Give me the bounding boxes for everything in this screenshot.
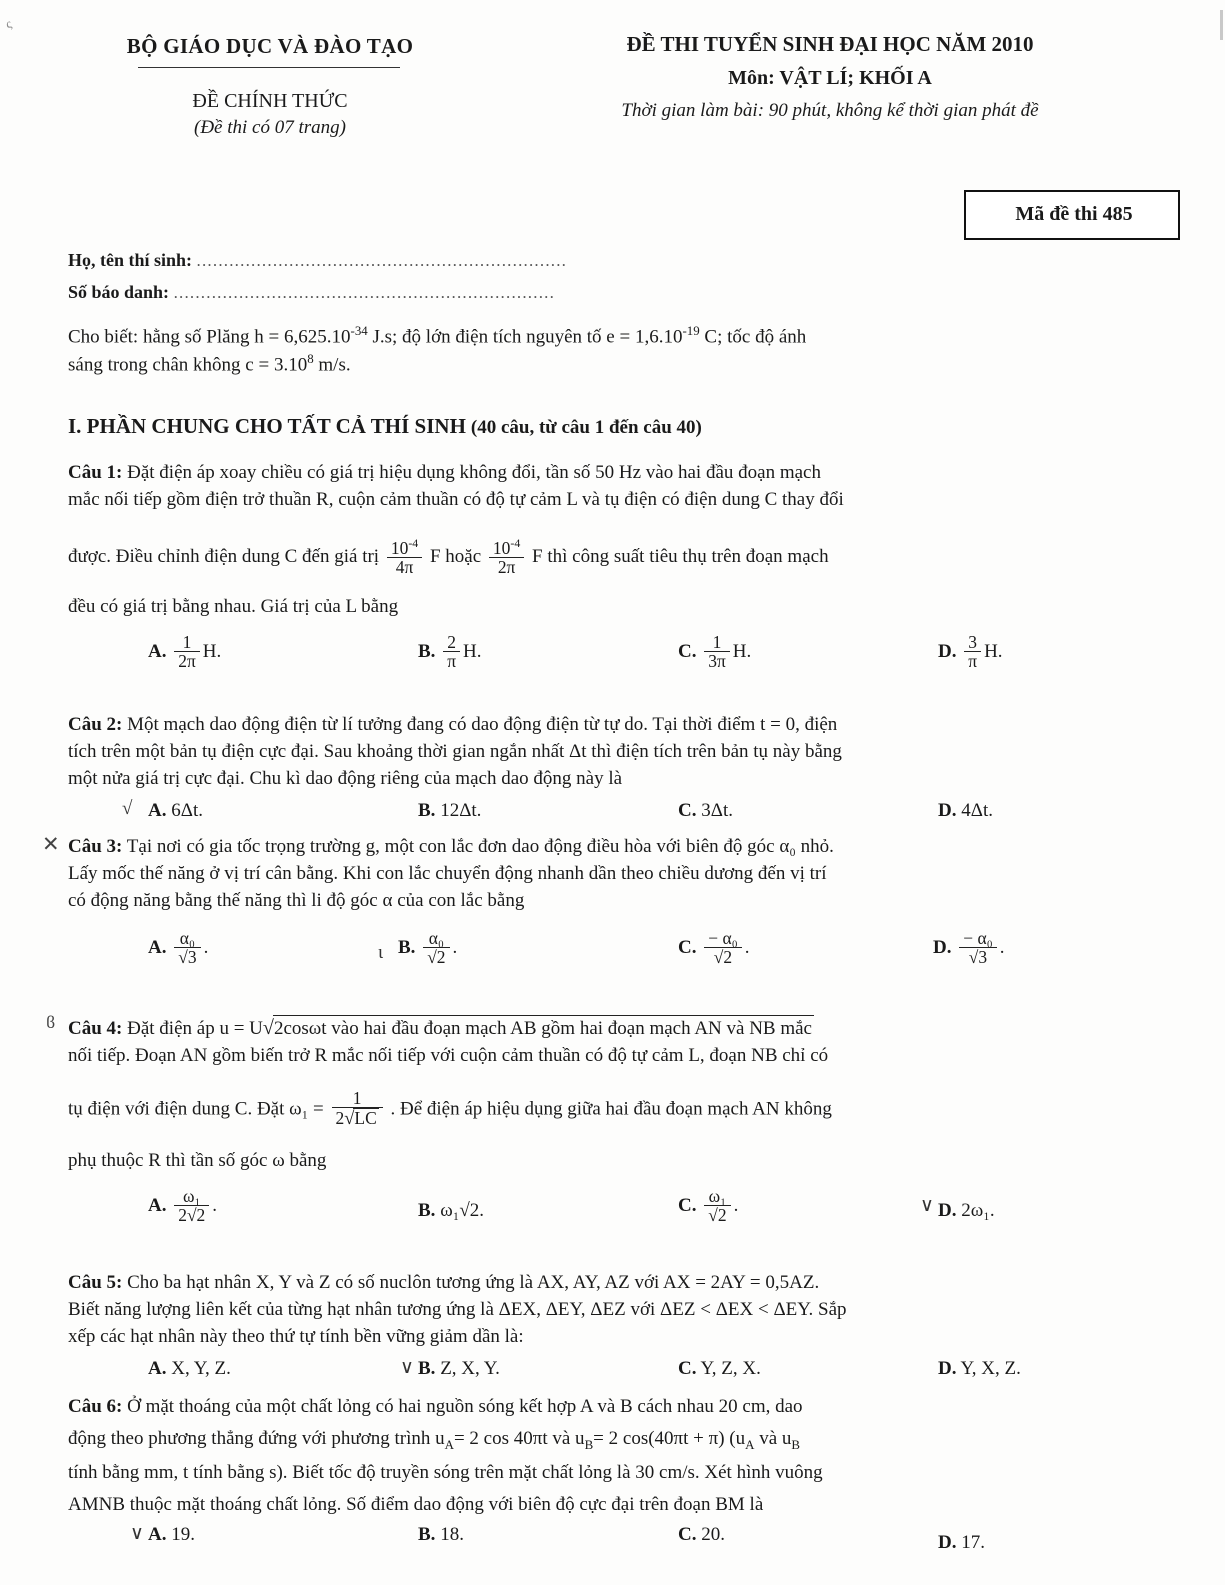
question-4-line3b: . Để điện áp hiệu dụng giữa hai đầu đoạn mạch AN không <box>390 1098 832 1120</box>
q3-opt-c-den: √2 <box>704 947 741 966</box>
q4-option-d-label: D. <box>938 1200 957 1221</box>
question-6 <box>68 1394 1176 1421</box>
q3-opt-d-num: − α₀ <box>963 928 993 948</box>
question-1-line3b: F hoặc <box>429 546 482 568</box>
q4-option-c-label: C. <box>678 1195 697 1217</box>
q2-option-d[interactable] <box>938 800 993 822</box>
q3-opt-a-num: α₀ <box>179 928 196 948</box>
q1-opt-b-num: 2 <box>447 632 456 652</box>
candidate-name-field[interactable] <box>68 250 567 271</box>
q5-option-b-text: Z, X, Y. <box>440 1358 500 1379</box>
q1-option-b-label: B. <box>418 641 436 663</box>
q3-option-c-frac <box>704 929 741 967</box>
q3-option-b-label: B. <box>398 937 416 959</box>
exam-subject: Môn: VẬT LÍ; KHỐI A <box>728 67 932 89</box>
notice-line1-b: J.s; độ lớn điện tích nguyên tố e = 1,6.10 <box>367 326 683 348</box>
handwritten-mark-q4: ϐ <box>46 1012 56 1032</box>
q1-opt-a-unit: H. <box>202 641 222 663</box>
q4-option-c[interactable] <box>678 1188 738 1226</box>
q1-frac2-num: 10 <box>492 537 511 558</box>
q5-option-c[interactable] <box>678 1358 761 1380</box>
q6-option-b[interactable] <box>418 1524 464 1546</box>
q4-option-c-frac <box>704 1187 730 1225</box>
candidate-id-field[interactable] <box>68 282 555 303</box>
candidate-id-dots: ...................................................................... <box>173 283 556 302</box>
question-6-line2a: động theo phương thẳng đứng với phương trình u <box>68 1428 445 1449</box>
question-4-number: Câu 4: <box>68 1018 123 1039</box>
exam-title: ĐỀ THI TUYỂN SINH ĐẠI HỌC NĂM 2010 <box>626 32 1034 56</box>
q2-option-b-text: 12Δt. <box>440 800 482 821</box>
question-5 <box>68 1270 1176 1351</box>
question-1-options <box>68 634 1176 684</box>
q4-opt-a-num: ω₁ <box>182 1186 201 1206</box>
question-6-line1: Ở mặt thoáng của một chất lỏng có hai nguồn sóng kết hợp A và B cách nhau 20 cm, dao <box>127 1396 803 1417</box>
q5-option-a-label: A. <box>148 1358 167 1379</box>
question-6-line3: tính bằng mm, t tính bằng s). Biết tốc độ truyền sóng trên mặt chất lỏng là 30 cm/s. Xét hình vuông <box>68 1462 823 1483</box>
q4-option-d[interactable] <box>938 1200 995 1222</box>
q6-sub-A2: A <box>745 1436 755 1452</box>
q3-option-d[interactable] <box>933 930 1004 968</box>
q1-option-c-frac <box>704 633 730 671</box>
question-6-line2 <box>68 1426 1176 1454</box>
q3-opt-d-unit: . <box>999 937 1005 959</box>
q3-option-d-frac <box>959 929 996 967</box>
q3-opt-d-den: √3 <box>959 947 996 966</box>
question-4-line3a: tụ điện với điện dung C. Đặt <box>68 1098 285 1120</box>
q3-option-a[interactable] <box>148 930 208 968</box>
q6-option-d-label: D. <box>938 1532 957 1553</box>
question-6-number: Câu 6: <box>68 1396 123 1417</box>
q4-opt-c-den: √2 <box>704 1205 730 1224</box>
q1-option-b[interactable] <box>418 634 482 672</box>
q4-frac-den-b: LC <box>354 1108 377 1129</box>
constants-notice <box>68 322 1173 378</box>
notice-line1-c: C; tốc độ ánh <box>699 326 807 348</box>
notice-exp-light: 8 <box>307 350 314 366</box>
ministry-underline <box>138 67 400 68</box>
q6-option-c-text: 20. <box>701 1524 725 1545</box>
q4-option-a-label: A. <box>148 1195 167 1217</box>
q2-option-a-label: A. <box>148 800 167 821</box>
q1-opt-c-den: 3π <box>704 651 730 670</box>
q6-option-d-text: 17. <box>961 1532 985 1553</box>
q4-option-b-label: B. <box>418 1200 436 1221</box>
q1-option-d-frac <box>964 633 981 671</box>
question-1-frac2 <box>489 537 524 577</box>
question-5-line2: Biết năng lượng liên kết của từng hạt nhân tương ứng là ΔEX, ΔEY, ΔEZ với ΔEZ < ΔEX < ΔEY. Sắp <box>68 1298 847 1320</box>
question-4-line4: phụ thuộc R thì tần số góc ω bằng <box>68 1150 327 1171</box>
question-1-line1: Đặt điện áp xoay chiều có giá trị hiệu dụng không đổi, tần số 50 Hz vào hai đầu đoạn mạch <box>127 462 821 483</box>
q5-option-c-label: C. <box>678 1358 697 1379</box>
handwritten-check-q6a: ∨ <box>130 1523 144 1544</box>
document-header <box>60 22 1180 162</box>
q2-option-b-label: B. <box>418 800 436 821</box>
handwritten-check-q4d: ∨ <box>920 1195 934 1216</box>
candidate-id-label: Số báo danh: <box>68 282 170 302</box>
question-1-line3c: F thì công suất tiêu thụ trên đoạn mạch <box>532 546 829 568</box>
q1-option-a-frac <box>174 633 200 671</box>
question-6-line2c: = 2 cos(40πt + π) (u <box>593 1428 746 1449</box>
q4-frac-den-a: 2 <box>335 1108 345 1129</box>
q1-frac1-den: 4π <box>387 557 422 576</box>
q2-option-d-label: D. <box>938 800 957 821</box>
q6-option-c[interactable] <box>678 1524 725 1546</box>
q4-option-a-frac <box>174 1187 209 1225</box>
q2-option-c[interactable] <box>678 800 733 822</box>
q1-option-a[interactable] <box>148 634 221 672</box>
q5-option-d[interactable] <box>938 1358 1021 1380</box>
q2-option-c-label: C. <box>678 800 697 821</box>
q5-option-a[interactable] <box>148 1358 231 1380</box>
question-5-number: Câu 5: <box>68 1272 123 1293</box>
q3-opt-c-num: − α₀ <box>708 928 738 948</box>
question-1-number: Câu 1: <box>68 462 123 483</box>
q6-option-c-label: C. <box>678 1524 697 1545</box>
q6-option-a[interactable] <box>148 1524 195 1546</box>
q6-option-b-label: B. <box>418 1524 436 1545</box>
question-3-line1: Tại nơi có gia tốc trọng trường g, một con lắc đơn dao động điều hòa với biên độ góc α₀ nhỏ. <box>126 836 834 857</box>
q4-frac-num: 1 <box>352 1088 362 1108</box>
question-2-number: Câu 2: <box>68 714 123 735</box>
q2-option-a[interactable] <box>148 800 203 822</box>
q3-option-a-frac <box>174 929 200 967</box>
q6-option-a-label: A. <box>148 1524 167 1545</box>
q5-option-d-text: Y, X, Z. <box>960 1358 1021 1379</box>
q1-opt-a-den: 2π <box>174 651 200 670</box>
q1-opt-a-num: 1 <box>182 632 192 652</box>
q1-option-c[interactable] <box>678 634 751 672</box>
question-1-line4: đều có giá trị bằng nhau. Giá trị của L bằng <box>68 596 399 617</box>
question-5-line1: Cho ba hạt nhân X, Y và Z có số nuclôn tương ứng là AX, AY, AZ với AX = 2AY = 0,5AZ. <box>127 1272 820 1293</box>
notice-line2-b: m/s. <box>313 354 351 376</box>
q3-opt-a-den: √3 <box>174 947 200 966</box>
q4-omega-frac <box>332 1089 383 1129</box>
q1-opt-d-unit: H. <box>984 641 1003 663</box>
q1-frac1-num: 10 <box>390 537 409 558</box>
q3-option-b-frac <box>423 929 449 967</box>
q3-option-b[interactable] <box>398 930 457 968</box>
question-2 <box>68 712 1176 793</box>
q1-frac2-exp: -4 <box>510 536 521 550</box>
question-4-line3 <box>68 1090 1176 1130</box>
q6-sub-B2: B <box>791 1436 801 1452</box>
q1-frac1-exp: -4 <box>408 536 419 550</box>
section-heading-main: I. PHẦN CHUNG CHO TẤT CẢ THÍ SINH <box>68 414 466 438</box>
q4-option-b[interactable] <box>418 1200 484 1222</box>
q3-option-c-label: C. <box>678 937 697 959</box>
q1-option-d-label: D. <box>938 641 957 663</box>
q1-opt-d-num: 3 <box>968 632 978 652</box>
question-1-line2: mắc nối tiếp gồm điện trở thuần R, cuộn cảm thuần có độ tự cảm L và tụ điện có điện dung C thay đổi <box>68 488 844 510</box>
question-3-line3: có động năng bằng thế năng thì li độ góc α của con lắc bằng <box>68 889 525 911</box>
page-edge-artifact <box>1220 10 1223 40</box>
q1-option-c-label: C. <box>678 641 697 663</box>
section-heading <box>68 414 702 439</box>
q2-option-d-text: 4Δt. <box>961 800 993 821</box>
q5-option-b-label: B. <box>418 1358 436 1379</box>
q4-den-radical: √ <box>344 1108 355 1130</box>
q1-opt-c-unit: H. <box>732 641 752 663</box>
q5-option-d-label: D. <box>938 1358 957 1379</box>
q6-option-a-text: 19. <box>171 1524 195 1545</box>
q1-opt-c-num: 1 <box>712 632 722 652</box>
q4-opt-c-unit: . <box>733 1195 739 1217</box>
question-1-frac1 <box>387 537 422 577</box>
question-6-line2d: và u <box>754 1428 792 1449</box>
q4-opt-a-den: 2√2 <box>174 1205 209 1224</box>
q4-option-d-text: 2ω₁. <box>961 1200 995 1221</box>
question-4-line1b: 2cosωt vào hai đầu đoạn mạch AB gồm hai đoạn mạch AN và NB mắc <box>273 1015 814 1043</box>
q1-frac2-den: 2π <box>489 557 524 576</box>
q3-opt-c-unit: . <box>744 937 750 959</box>
ministry-title: BỘ GIÁO DỤC VÀ ĐÀO TẠO <box>126 34 414 58</box>
question-4 <box>68 1014 1176 1070</box>
q6-sub-B1: B <box>584 1436 594 1452</box>
notice-exp-planck: -34 <box>350 323 368 338</box>
q4-option-b-text: ω₁√2. <box>440 1200 484 1221</box>
q1-option-d[interactable] <box>938 634 1003 672</box>
exam-code-box: Mã đề thi 485 <box>964 190 1180 240</box>
question-3-line2: Lấy mốc thế năng ở vị trí cân bằng. Khi con lắc chuyển động nhanh dần theo chiều dương đến vị trí <box>68 862 827 884</box>
q4-radical: √ <box>262 1017 274 1039</box>
notice-exp-charge: -19 <box>682 323 700 338</box>
q6-sub-A1: A <box>444 1436 454 1452</box>
q4-opt-c-num: ω₁ <box>708 1186 727 1206</box>
q1-opt-b-unit: H. <box>463 641 482 663</box>
notice-line1-a: Cho biết: hằng số Plăng h = 6,625.10 <box>68 326 351 348</box>
question-6-line4: AMNB thuộc mặt thoáng chất lỏng. Số điểm dao động với biên độ cực đại trên đoạn BM là <box>68 1494 764 1515</box>
q3-opt-b-den: √2 <box>423 947 449 966</box>
handwritten-check-q5b: ∨ <box>400 1357 414 1378</box>
question-6-line2b: = 2 cos 40πt và u <box>453 1428 585 1449</box>
q2-option-c-text: 3Δt. <box>701 800 733 821</box>
q5-option-a-text: X, Y, Z. <box>171 1358 231 1379</box>
question-3 <box>68 834 1176 915</box>
question-5-line3: xếp các hạt nhân này theo thứ tự tính bền vững giảm dần là: <box>68 1325 524 1347</box>
section-heading-sub: (40 câu, từ câu 1 đến câu 40) <box>470 417 702 438</box>
q1-option-a-label: A. <box>148 641 167 663</box>
q4-opt-a-unit: . <box>212 1195 218 1217</box>
q6-option-d[interactable] <box>938 1532 985 1554</box>
q1-opt-d-den: π <box>964 651 981 670</box>
question-1 <box>68 460 1176 514</box>
question-1-line3 <box>68 538 1176 578</box>
question-4-line2: nối tiếp. Đoạn AN gồm biến trở R mắc nối tiếp với cuộn cảm thuần có độ tự cảm L, đoạn NB chỉ có <box>68 1044 829 1066</box>
q6-option-b-text: 18. <box>440 1524 464 1545</box>
handwritten-check-q3b: ι <box>378 942 384 963</box>
question-3-number: Câu 3: <box>68 836 123 857</box>
candidate-name-label: Họ, tên thí sinh: <box>68 250 193 270</box>
candidate-name-dots: .................................................................... <box>196 251 568 270</box>
q4-omega-lead: ω₁ = <box>289 1098 324 1120</box>
q3-opt-b-num: α₀ <box>428 928 444 948</box>
q2-option-b[interactable] <box>418 800 481 822</box>
q2-option-a-text: 6Δt. <box>171 800 203 821</box>
q3-opt-b-unit: . <box>452 937 458 959</box>
q3-option-a-label: A. <box>148 937 167 959</box>
question-2-line2: tích trên một bản tụ điện cực đại. Sau khoảng thời gian ngắn nhất Δt thì điện tích trên bản tụ này bằng <box>68 740 842 762</box>
official-label: ĐỀ CHÍNH THỨC <box>192 90 348 112</box>
q4-option-a[interactable] <box>148 1188 217 1226</box>
exam-duration: Thời gian làm bài: 90 phút, không kể thời gian phát đề <box>621 100 1039 121</box>
page-count-label: (Đề thi có 07 trang) <box>194 117 346 138</box>
q3-option-c[interactable] <box>678 930 749 968</box>
q1-opt-b-den: π <box>443 651 460 670</box>
handwritten-check-q2: √ <box>122 798 133 819</box>
q1-option-b-frac <box>443 633 460 671</box>
corner-scan-artifact: ς <box>3 15 14 32</box>
notice-line2-a: sáng trong chân không c = 3.10 <box>68 354 308 376</box>
question-1-line3a: được. Điều chỉnh điện dung C đến giá trị <box>68 546 380 568</box>
q5-option-c-text: Y, Z, X. <box>700 1358 761 1379</box>
question-4-line1a: Đặt điện áp u = U <box>127 1018 263 1039</box>
handwritten-x-q3: ✕ <box>42 832 60 856</box>
q5-option-b[interactable] <box>418 1358 500 1380</box>
question-2-line3: một nửa giá trị cực đại. Chu kì dao động riêng của mạch dao động này là <box>68 767 623 789</box>
question-2-line1: Một mạch dao động điện từ lí tưởng đang có dao động điện từ tự do. Tại thời điểm t = 0, điện <box>127 714 838 735</box>
q3-opt-a-unit: . <box>203 937 209 959</box>
q3-option-d-label: D. <box>933 937 952 959</box>
